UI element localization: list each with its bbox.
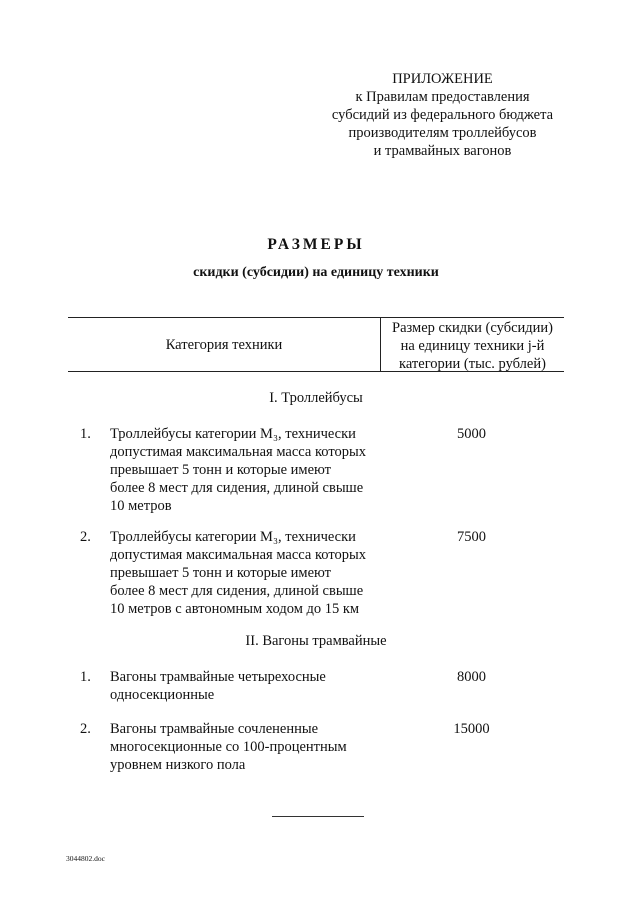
document-title: РАЗМЕРЫ: [267, 236, 365, 253]
row-number: 2.: [80, 529, 91, 545]
row-description: [110, 668, 390, 704]
row-description-line: Троллейбусы категории М₃, технически: [110, 529, 356, 545]
row-value: 7500: [457, 529, 486, 545]
appendix-header: [300, 70, 585, 160]
row-description-line: превышает 5 тонн и которые имеют: [110, 462, 331, 478]
document-subtitle: скидки (субсидии) на единицу техники: [193, 265, 439, 280]
appendix-line: ПРИЛОЖЕНИЕ: [392, 71, 493, 87]
row-description-line: Троллейбусы категории М₃, технически: [110, 426, 356, 442]
row-value: 15000: [453, 721, 490, 737]
row-number: 2.: [80, 721, 91, 737]
row-description-line: более 8 мест для сидения, длиной свыше: [110, 480, 364, 496]
row-description-line: 10 метров: [110, 498, 172, 514]
row-description-line: допустимая максимальная масса которых: [110, 444, 366, 460]
row-description: [110, 528, 390, 618]
row-description-line: уровнем низкого пола: [110, 757, 246, 773]
appendix-line: субсидий из федерального бюджета: [331, 107, 554, 123]
row-value: 8000: [457, 669, 486, 685]
row-description-line: Вагоны трамвайные сочлененные: [110, 721, 319, 737]
appendix-line: производителям троллейбусов: [348, 125, 537, 141]
row-description: [110, 720, 390, 774]
row-description-line: многосекционные со 100-процентным: [110, 739, 347, 755]
row-description-line: Вагоны трамвайные четырехосные: [110, 669, 326, 685]
column-header-discount: [381, 319, 564, 373]
row-number: 1.: [80, 669, 91, 685]
section-heading-trams: II. Вагоны трамвайные: [245, 633, 387, 649]
row-description-line: допустимая максимальная масса которых: [110, 547, 366, 563]
row-description-line: более 8 мест для сидения, длиной свыше: [110, 583, 364, 599]
section-heading-trolleybuses: I. Троллейбусы: [269, 390, 363, 406]
file-name-footer: 3044802.doc: [66, 854, 105, 863]
row-description-line: 10 метров с автономным ходом до 15 км: [110, 601, 360, 617]
row-description: [110, 425, 390, 515]
row-value: 5000: [457, 426, 486, 442]
end-divider: [272, 816, 364, 817]
table-header: [68, 317, 564, 372]
column-header-line: категории (тыс. рублей): [399, 356, 546, 372]
appendix-line: и трамвайных вагонов: [373, 143, 512, 159]
column-header-category: Категория техники: [165, 337, 283, 353]
row-number: 1.: [80, 426, 91, 442]
row-description-line: превышает 5 тонн и которые имеют: [110, 565, 331, 581]
column-header-line: на единицу техники j-й: [400, 338, 545, 354]
row-description-line: односекционные: [110, 687, 215, 703]
appendix-line: к Правилам предоставления: [355, 89, 530, 105]
column-header-line: Размер скидки (субсидии): [392, 320, 553, 336]
